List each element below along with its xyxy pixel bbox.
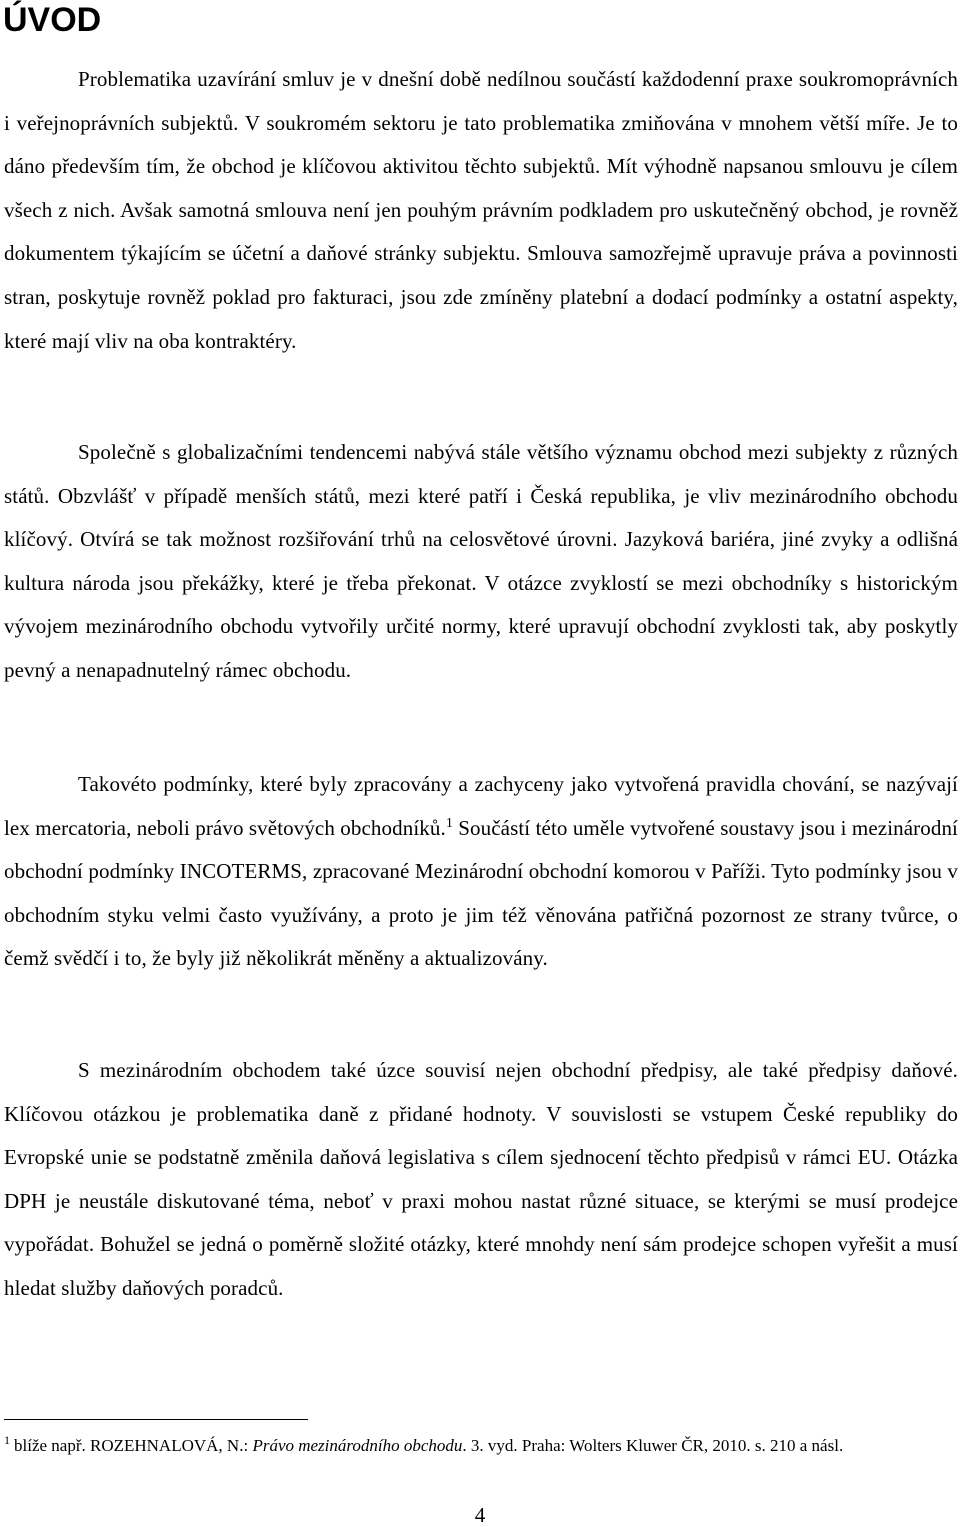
footnote-separator [4,1419,308,1420]
paragraph-1: Problematika uzavírání smluv je v dnešní době nedílnou součástí každodenní praxe soukromoprávních i veřejnoprávních subjektů. V soukromém sektoru je tato problematika zmiňována v mnohem větší míře. Je to dáno především tím, že obchod je klíčovou aktivitou těchto subjektů. Mít výhodně napsanou smlouvu je cílem všech z nich. Avšak samotná smlouva není jen pouhým právním podkladem pro uskutečněný obchod, je rovněž dokumentem týkajícím se účetní a daňové stránky subjektu. Smlouva samozřejmě upravuje práva a povinnosti stran, poskytuje rovněž poklad pro fakturaci, jsou zde zmíněny platební a dodací podmínky a ostatní aspekty, které mají vliv na oba kontraktéry. [4,67,958,353]
paragraph-3 [4,763,958,981]
footnote-number: 1 [4,1433,10,1447]
footnote-text-before-title: blíže např. ROZEHNALOVÁ, N.: [14,1436,253,1455]
paragraph-4: S mezinárodním obchodem také úzce souvisí nejen obchodní předpisy, ale také předpisy daňové. Klíčovou otázkou je problematika daně z přidané hodnoty. V souvislosti se vstupem České republiky do Evropské unie se podstatně změnila daňová legislativa s cílem sjednocení těchto předpisů v rámci EU. Otázka DPH je neustále diskutované téma, neboť v praxi mohou nastat různé situace, se kterými se musí prodejce vypořádat. Bohužel se jedná o poměrně složité otázky, které mnohdy není sám prodejce schopen vyřešit a musí hledat služby daňových poradců. [4,1058,958,1300]
footnote-book-title: Právo mezinárodního obchodu [252,1436,463,1455]
footnote [4,1433,954,1458]
page-title: ÚVOD [3,1,102,39]
footnote-reference[interactable]: 1 [445,815,453,831]
paragraph-3-text-after-ref: Součástí této uměle vytvořené soustavy jsou i mezinárodní obchodní podmínky INCOTERMS, zpracované Mezinárodní obchodní komorou v Paříži. Tyto podmínky jsou v obchodním styku velmi často využívány, a proto je jim též věnována patřičná pozornost ze strany tvůrce, o čemž svědčí i to, že byly již několikrát měněny a aktualizovány. [4,815,958,971]
paragraph-2: Společně s globalizačními tendencemi nabývá stále většího významu obchod mezi subjekty z různých států. Obzvlášť v případě menších států, mezi které patří i Česká republika, je vliv mezinárodního obchodu klíčový. Otvírá se tak možnost rozšiřování trhů na celosvětové úrovni. Jazyková bariéra, jiné zvyky a odlišná kultura národa jsou překážky, které je třeba překonat. V otázce zvyklostí se mezi obchodníky s historickým vývojem mezinárodního obchodu vytvořily určité normy, které upravují obchodní zvyklosti tak, aby poskytly pevný a nenapadnutelný rámec obchodu. [4,440,958,682]
footnote-text-after-title: . 3. vyd. Praha: Wolters Kluwer ČR, 2010. s. 210 a násl. [462,1436,844,1455]
page-number: 4 [474,1503,486,1527]
paragraph-3-text-before-ref: Takovéto podmínky, které byly zpracovány a zachyceny jako vytvořená pravidla chování, se nazývají lex mercatoria, neboli právo světových obchodníků. [4,772,958,840]
